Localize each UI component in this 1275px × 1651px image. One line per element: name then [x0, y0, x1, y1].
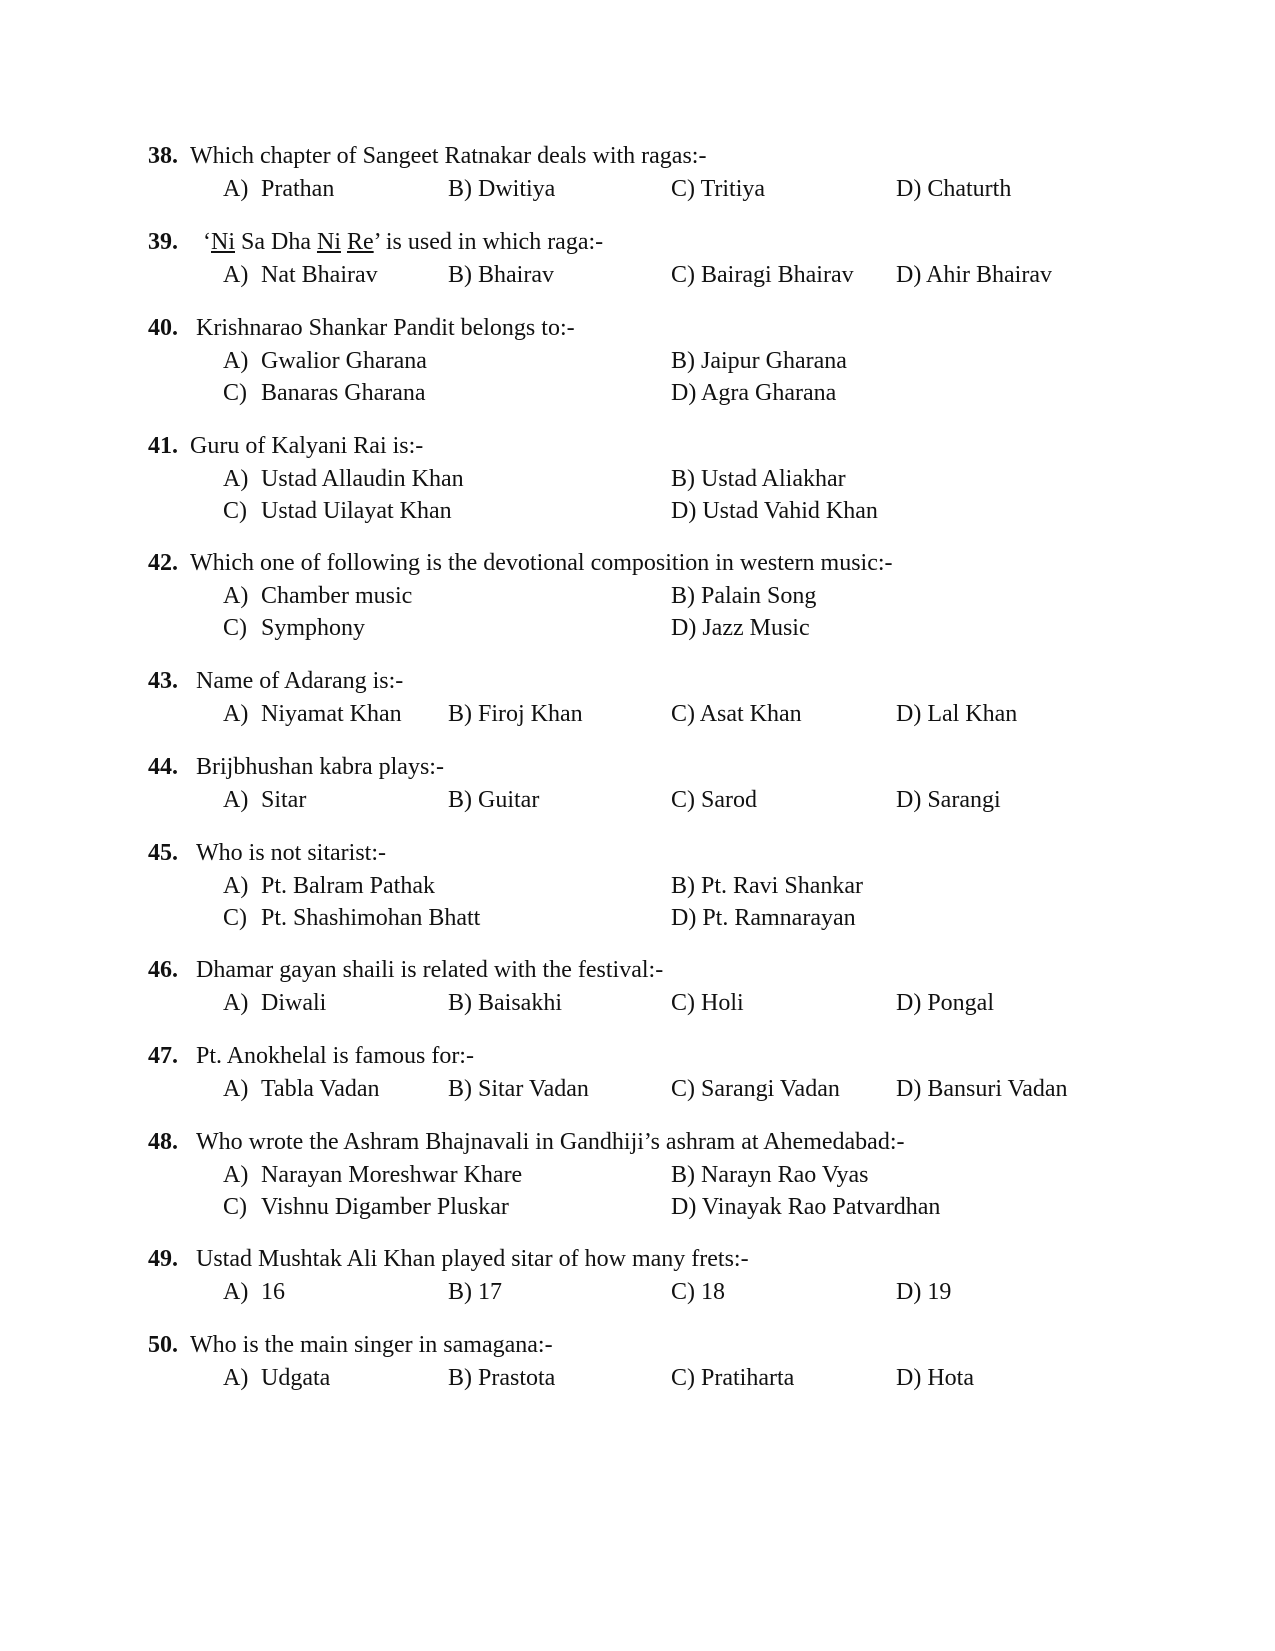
options-row — [148, 784, 1148, 816]
option-d: D) Ahir Bhairav — [896, 262, 1052, 288]
question-stem — [148, 1125, 1148, 1159]
question-number: 44. — [148, 754, 178, 780]
question-stem — [148, 1328, 1148, 1362]
options-row — [148, 698, 1148, 730]
option-a: A) Gwalior Gharana — [223, 348, 427, 374]
question-number: 42. — [148, 550, 178, 576]
question-43 — [148, 664, 1148, 730]
options-grid — [148, 580, 1148, 644]
option-a: A) Nat Bhairav — [223, 262, 378, 288]
question-42 — [148, 546, 1148, 644]
option-c: C) 18 — [671, 1279, 725, 1305]
question-number: 50. — [148, 1332, 178, 1358]
question-text: Pt. Anokhelal is famous for:- — [196, 1043, 474, 1069]
question-41 — [148, 429, 1148, 527]
option-b: B) Guitar — [448, 787, 540, 813]
option-b: B) Baisakhi — [448, 990, 562, 1016]
question-number: 49. — [148, 1246, 178, 1272]
option-d: D) Lal Khan — [896, 701, 1018, 727]
question-number: 39. — [148, 229, 178, 255]
option-b: B) Bhairav — [448, 262, 554, 288]
option-b: B) 17 — [448, 1279, 502, 1305]
option-b: B) Firoj Khan — [448, 701, 583, 727]
option-d: D) Chaturth — [896, 176, 1012, 202]
option-a: A) Prathan — [223, 176, 335, 202]
question-text: Who is the main singer in samagana:- — [190, 1332, 553, 1358]
option-c: C) Vishnu Digamber Pluskar — [223, 1194, 509, 1220]
question-stem — [148, 953, 1148, 987]
question-text: Dhamar gayan shaili is related with the festival:- — [196, 957, 664, 983]
question-49 — [148, 1242, 1148, 1308]
option-d: D) Pongal — [896, 990, 994, 1016]
question-text: Who is not sitarist:- — [196, 840, 386, 866]
option-b: B) Pt. Ravi Shankar — [671, 873, 863, 899]
option-c: C) Tritiya — [671, 176, 766, 202]
question-stem — [148, 225, 1148, 259]
option-a: A) 16 — [223, 1279, 285, 1305]
option-c: C) Ustad Uilayat Khan — [223, 498, 452, 524]
option-a: A) Niyamat Khan — [223, 701, 402, 727]
question-text: Ustad Mushtak Ali Khan played sitar of how many frets:- — [196, 1246, 749, 1272]
question-number: 46. — [148, 957, 178, 983]
question-text: Guru of Kalyani Rai is:- — [190, 433, 424, 459]
option-d: D) 19 — [896, 1279, 952, 1305]
option-a: A) Ustad Allaudin Khan — [223, 466, 464, 492]
option-b: B) Narayn Rao Vyas — [671, 1162, 869, 1188]
question-44 — [148, 750, 1148, 816]
question-stem — [148, 311, 1148, 345]
question-text: Who wrote the Ashram Bhajnavali in Gandhiji’s ashram at Ahemedabad:- — [196, 1129, 905, 1155]
question-48 — [148, 1125, 1148, 1223]
options-row — [148, 987, 1148, 1019]
options-row — [148, 1276, 1148, 1308]
option-a: A) Sitar — [223, 787, 307, 813]
option-c: C) Banaras Gharana — [223, 380, 426, 406]
question-stem — [148, 664, 1148, 698]
option-c: C) Pt. Shashimohan Bhatt — [223, 905, 481, 931]
option-a: A) Tabla Vadan — [223, 1076, 380, 1102]
question-stem — [148, 139, 1148, 173]
option-d: D) Sarangi — [896, 787, 1001, 813]
options-row — [148, 1362, 1148, 1394]
option-c: C) Bairagi Bhairav — [671, 262, 854, 288]
option-c: C) Sarangi Vadan — [671, 1076, 840, 1102]
question-stem — [148, 1039, 1148, 1073]
options-row — [148, 259, 1148, 291]
question-stem — [148, 750, 1148, 784]
option-c: C) Pratiharta — [671, 1365, 795, 1391]
question-number: 45. — [148, 840, 178, 866]
options-grid — [148, 870, 1148, 934]
options-grid — [148, 345, 1148, 409]
options-grid — [148, 1159, 1148, 1223]
question-39 — [148, 225, 1148, 291]
question-47 — [148, 1039, 1148, 1105]
option-b: B) Dwitiya — [448, 176, 556, 202]
options-grid — [148, 463, 1148, 527]
option-a: A) Pt. Balram Pathak — [223, 873, 435, 899]
options-row — [148, 173, 1148, 205]
question-stem — [148, 429, 1148, 463]
question-46 — [148, 953, 1148, 1019]
question-text: Brijbhushan kabra plays:- — [196, 754, 444, 780]
option-d: D) Jazz Music — [671, 615, 810, 641]
option-d: D) Bansuri Vadan — [896, 1076, 1068, 1102]
question-text: Name of Adarang is:- — [196, 668, 404, 694]
option-b: B) Ustad Aliakhar — [671, 466, 846, 492]
question-number: 48. — [148, 1129, 178, 1155]
option-b: B) Prastota — [448, 1365, 556, 1391]
option-d: D) Ustad Vahid Khan — [671, 498, 878, 524]
options-row — [148, 1073, 1148, 1105]
option-b: B) Sitar Vadan — [448, 1076, 589, 1102]
option-b: B) Palain Song — [671, 583, 817, 609]
option-d: D) Pt. Ramnarayan — [671, 905, 856, 931]
option-a: A) Diwali — [223, 990, 327, 1016]
question-38 — [148, 139, 1148, 205]
option-c: C) Sarod — [671, 787, 757, 813]
question-text: Which chapter of Sangeet Ratnakar deals with ragas:- — [190, 143, 707, 169]
question-stem — [148, 836, 1148, 870]
question-stem — [148, 1242, 1148, 1276]
question-number: 43. — [148, 668, 178, 694]
question-text: Krishnarao Shankar Pandit belongs to:- — [196, 315, 575, 341]
question-number: 40. — [148, 315, 178, 341]
option-c: C) Holi — [671, 990, 744, 1016]
option-c: C) Asat Khan — [671, 701, 802, 727]
question-50 — [148, 1328, 1148, 1394]
question-number: 41. — [148, 433, 178, 459]
question-number: 47. — [148, 1043, 178, 1069]
question-number: 38. — [148, 143, 178, 169]
option-d: D) Hota — [896, 1365, 974, 1391]
question-stem — [148, 546, 1148, 580]
option-d: D) Agra Gharana — [671, 380, 837, 406]
option-a: A) Narayan Moreshwar Khare — [223, 1162, 523, 1188]
option-d: D) Vinayak Rao Patvardhan — [671, 1194, 941, 1220]
question-45 — [148, 836, 1148, 934]
option-a: A) Udgata — [223, 1365, 331, 1391]
question-40 — [148, 311, 1148, 409]
option-c: C) Symphony — [223, 615, 366, 641]
option-b: B) Jaipur Gharana — [671, 348, 847, 374]
question-text: Which one of following is the devotional composition in western music:- — [190, 550, 893, 576]
question-text: ‘Ni Sa Dha Ni Re’ is used in which raga:- — [203, 229, 604, 255]
option-a: A) Chamber music — [223, 583, 413, 609]
